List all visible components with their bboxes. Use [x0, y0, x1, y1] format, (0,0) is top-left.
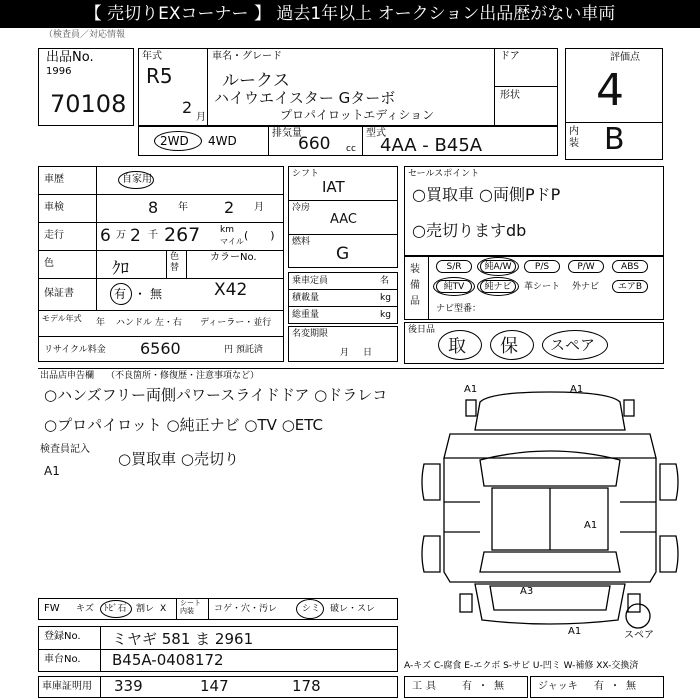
equip-airbag: エアB: [612, 280, 648, 293]
equip-power-windows: P/W: [568, 260, 604, 273]
model-grade: ハイウエイスター Gターボ: [214, 89, 396, 107]
color-code: X42: [214, 280, 248, 300]
year-month-unit: 月: [196, 112, 206, 123]
lot-small-id: 1996: [46, 66, 72, 77]
inspection-year-unit: 年: [178, 202, 188, 213]
damage-mark-5: A1: [568, 626, 582, 637]
damage-mark-1: A1: [464, 384, 478, 395]
damage-legend: A-キズ C-腐食 E-エクボ S-サビ U-凹ミ W-補修 XX-交換済: [404, 661, 639, 671]
displacement-value: 660: [298, 134, 331, 154]
spare-label: スペア: [624, 630, 654, 641]
notes-line-2: ○プロパイロット ○純正ナビ ○TV ○ETC: [44, 416, 324, 434]
navi-model-label: ナビ型番：: [436, 304, 482, 314]
chassis-value: B45A-0408172: [112, 651, 224, 669]
tools-label: 工具: [412, 681, 440, 692]
lot-label: 出品No.: [46, 50, 94, 65]
notes-line-1: ○ハンズフリー両側パワースライドドア ○ドラレコ: [44, 386, 388, 404]
recycle-unit: 円 預託済: [224, 345, 263, 355]
rear-item-warranty: 保: [500, 336, 518, 357]
inspection-year: 8: [148, 198, 159, 217]
mileage-thousand-unit: 千: [148, 230, 158, 241]
capacity-weight-label: 総重量: [292, 310, 320, 320]
equip-ext-navi: 外ナビ: [572, 282, 600, 292]
warranty-label: 保証書: [44, 288, 74, 299]
mileage-man: 6: [100, 226, 111, 246]
damage-mark-3: A1: [584, 520, 598, 531]
corner-banner: 【 売切りEXコーナー 】 過去1年以上 オークション出品歴がない車両: [0, 0, 700, 28]
change-date-label: 名変期限: [292, 329, 329, 339]
door-label: ドア: [500, 51, 520, 62]
type-label: 型式: [366, 128, 386, 139]
tools-yes: 有: [462, 681, 472, 692]
inspector-marks: A1: [44, 464, 60, 478]
sales-point-1: ○買取車 ○両側PドP: [412, 185, 561, 204]
top-note: （検査員／対応情報: [44, 30, 126, 40]
warranty-yes: 有: [114, 287, 127, 301]
year-month: 2: [182, 98, 193, 117]
shift-value: IAT: [322, 178, 345, 196]
history-label: 車歴: [44, 174, 64, 185]
sales-points-label: セールスポイント: [408, 169, 480, 179]
equip-power-steering: P/S: [524, 260, 560, 273]
registration-value: ミヤギ 581 ま 2961: [112, 630, 254, 648]
model-name: ルークス: [222, 71, 290, 91]
displacement-label: 排気量: [272, 128, 302, 139]
recycle-value: 6560: [140, 339, 181, 358]
model-edition: プロパイロットエディション: [280, 108, 435, 122]
score-label: 評価点: [610, 52, 640, 63]
inspection-month: 2: [224, 198, 235, 217]
type-value: 4AA - B45A: [380, 135, 483, 156]
drive-2wd: 2WD: [160, 134, 189, 148]
equip-tv: 純TV: [436, 280, 472, 293]
color-change-label: 色替: [170, 252, 180, 273]
car-diagram: [420, 372, 680, 644]
interior-label: 内装: [569, 126, 579, 149]
model-label: 車名・グレード: [212, 51, 282, 62]
year-label: 年式: [142, 51, 162, 62]
jack-label: ジャッキ: [538, 681, 578, 692]
rear-item-tori: 取: [448, 336, 466, 357]
fuel-label: 燃料: [292, 237, 311, 247]
chassis-label: 車台No.: [44, 654, 81, 665]
lot-number: 70108: [50, 90, 127, 118]
equip-alloy-wheels: 純A/W: [480, 260, 516, 273]
ac-value: AAC: [330, 212, 357, 227]
damage-mark-4: A3: [520, 586, 534, 597]
shift-label: シフト: [292, 169, 320, 179]
damage-mark-2: A1: [570, 384, 584, 395]
mileage-label: 走行: [44, 230, 64, 241]
rear-items-label: 後日品: [408, 325, 436, 335]
interior-value: B: [604, 122, 625, 157]
tools-no: 無: [494, 681, 504, 692]
drive-4wd: 4WD: [208, 134, 237, 148]
recycle-label: リサイクル料金: [44, 345, 106, 355]
color-code-label: カラーNo.: [210, 252, 257, 263]
inspector-label: 検査員記入: [40, 444, 90, 455]
equip-navi: 純ナビ: [480, 280, 516, 293]
sales-point-2: ○売切りますdb: [412, 221, 527, 240]
equip-leather: 革シート: [524, 282, 561, 292]
inspector-text: ○買取車 ○売切り: [118, 450, 239, 468]
warranty-no: 無: [150, 287, 163, 301]
notes-label: 出品店申告欄: [40, 371, 95, 381]
year-era: R5: [146, 64, 173, 88]
displacement-unit: cc: [346, 144, 356, 154]
equip-sunroof: S/R: [436, 260, 472, 273]
capacity-load-label: 積載量: [292, 293, 320, 303]
fuel-value: G: [336, 244, 350, 264]
color-label: 色: [44, 258, 54, 269]
cert-label: 車庫証明用: [42, 681, 92, 692]
history-value: 自家用: [122, 174, 152, 185]
mileage-rest: 2: [130, 226, 141, 246]
registration-label: 登録No.: [44, 631, 81, 642]
mileage-unit-km: km: [220, 225, 234, 235]
mileage-unit-mile: マイル: [220, 237, 244, 246]
notes-hint: （不良箇所・修復歴・注意事項など）: [106, 371, 260, 381]
cert-value-3: 178: [292, 677, 321, 695]
jack-no: 無: [626, 681, 636, 692]
score-value: 4: [596, 65, 624, 116]
handle-option: ハンドル 左・右: [116, 318, 182, 328]
interior-check-label: FW: [44, 603, 60, 614]
inspection-label: 車検: [44, 202, 64, 213]
color-value: ｸﾛ: [112, 259, 129, 279]
ac-label: 冷房: [292, 203, 311, 213]
capacity-seats-label: 乗車定員: [292, 276, 329, 286]
rear-item-spare: スペア: [550, 336, 596, 354]
mileage-man-unit: 万: [116, 230, 126, 241]
equipment-label: 装備品: [410, 264, 420, 307]
cert-value-2: 147: [200, 677, 229, 695]
mileage-value: 267: [164, 224, 201, 246]
equip-abs: ABS: [612, 260, 648, 273]
cert-value-1: 339: [114, 677, 143, 695]
model-year-label: モデル年式: [42, 314, 82, 323]
inspection-month-unit: 月: [254, 202, 264, 213]
spec-table: [38, 166, 284, 362]
jack-yes: 有: [594, 681, 604, 692]
shape-label: 形状: [500, 90, 520, 101]
dealer-option: ディーラー・並行: [200, 318, 272, 328]
